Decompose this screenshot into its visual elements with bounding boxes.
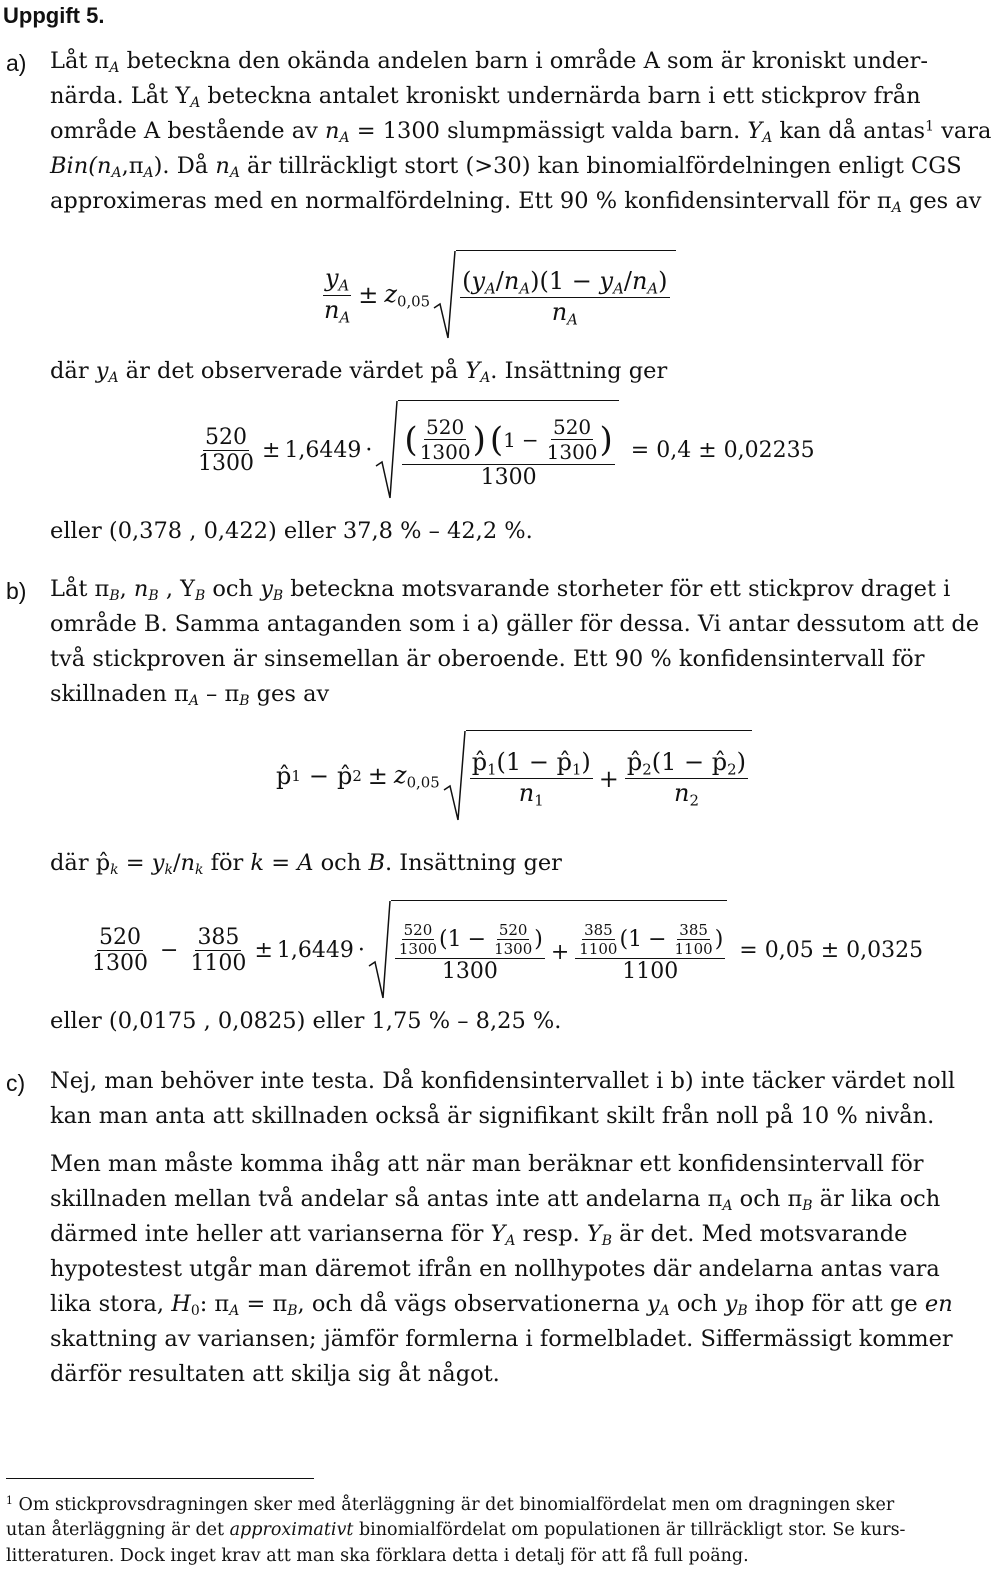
part-a-line-1: Låt $\pi_A$ beteckna den okända andelen barn i område A som är kroniskt under- bbox=[50, 48, 928, 77]
part-b-label: b) bbox=[6, 578, 27, 604]
page-title: Uppgift 5. bbox=[3, 3, 105, 28]
footnote-line-2: utan återläggning är det approximativt binomialfördelat om populationen är tillräckligt stor. Se kurs- bbox=[6, 1520, 906, 1540]
part-c-para2-line-6: skattning av variansen; jämför formlerna i formelbladet. Siffermässigt kommer bbox=[50, 1326, 953, 1352]
part-a-line-4: $Bin(n_A,\pi_A)$. Då $n_A$ är tillräckligt stort (>30) kan binomialfördelningen enligt CGS bbox=[50, 153, 962, 182]
part-c-para2-line-4: hypotestest utgår man däremot ifrån en nollhypotes där andelarna antas vara bbox=[50, 1256, 940, 1282]
part-c-para2-line-7: därför resultaten att skilja sig åt något. bbox=[50, 1361, 500, 1387]
part-b-where-line: där $p̂_k = y_k/n_k$ för k = A och B. Insättning ger bbox=[50, 850, 562, 879]
part-b-interval: eller (0,0175 , 0,0825) eller 1,75 % – 8,25 %. bbox=[50, 1008, 562, 1034]
part-b-line-2: område B. Samma antaganden som i a) gäller för dessa. Vi antar dessutom att de bbox=[50, 611, 980, 637]
footnote-separator bbox=[6, 1478, 314, 1479]
sqrt-sign: ( $\frac{520}{1300}$ ) ( 1 − $\frac{520}{1300}$ ) 1300 bbox=[376, 400, 618, 500]
ci-calculation-b: $\frac{520}{1300}$ − $\frac{385}{1100}$ ± 1,6449 · $\frac{520}{1300}$ ( 1 − $\frac{520}{1300}$ ) 1300 + $\frac{385}{1100}$ ( 1 − $\frac{385}{1100}$ ) 1100 = 0,05 ± 0,0325 bbox=[90, 900, 923, 1000]
part-b-line-3: två stickproven är sinsemellan är oberoende. Ett 90 % konfidensintervall för bbox=[50, 646, 925, 672]
ci-calculation-a: $\frac{520}{1300}$ ± 1,6449 · ( $\frac{520}{1300}$ ) ( 1 − $\frac{520}{1300}$ ) 1300 = 0,4 ± 0,02235 bbox=[196, 400, 815, 500]
ci-formula-b: p̂ 1 − p̂ 2 ± $z_{0,05}$ $\frac{p̂_1(1 - p̂_1)}{n_1}$ + $\frac{p̂_2(1 - p̂_2)}{n_2}$ bbox=[276, 730, 752, 822]
part-a-line-3: område A bestående av $n_A = 1300$ slumpmässigt valda barn. $Y_A$ kan då antas$^1$ vara bbox=[50, 118, 991, 147]
part-c-para2-line-5: lika stora, $H_0$: $\pi_A = \pi_B$, och då vägs observationerna $y_A$ och $y_B$ ihop för att ge en bbox=[50, 1291, 953, 1320]
sqrt-sign: $\frac{520}{1300}$ ( 1 − $\frac{520}{1300}$ ) 1300 + $\frac{385}{1100}$ ( 1 − $\frac{385}{1100}$ ) 1100 bbox=[369, 900, 727, 1000]
part-a-line-5: approximeras med en normalfördelning. Ett 90 % konfidensintervall för $\pi_A$ ges av bbox=[50, 188, 982, 217]
part-a-line-2: närda. Låt $Y_A$ beteckna antalet kroniskt undernärda barn i ett stickprov från bbox=[50, 83, 921, 112]
ci-formula-a: $\frac{y_A}{n_A}$ ± $z_{0,05}$ $\frac{(y_A/n_A)(1 - y_A/n_A)}{n_A}$ bbox=[322, 250, 676, 340]
part-c-para2-line-3: därmed inte heller att varianserna för $Y_A$ resp. $Y_B$ är det. Med motsvarande bbox=[50, 1221, 908, 1250]
sqrt-sign: $\frac{p̂_1(1 - p̂_1)}{n_1}$ + $\frac{p̂_2(1 - p̂_2)}{n_2}$ bbox=[444, 730, 752, 822]
part-c-para2-line-1: Men man måste komma ihåg att när man beräknar ett konfidensintervall för bbox=[50, 1151, 924, 1177]
sqrt-sign: $\frac{(y_A/n_A)(1 - y_A/n_A)}{n_A}$ bbox=[434, 250, 675, 340]
part-c-para2-line-2: skillnaden mellan två andelar så antas inte att andelarna $\pi_A$ och $\pi_B$ är lika och bbox=[50, 1186, 941, 1215]
part-a-interval: eller (0,378 , 0,422) eller 37,8 % – 42,2 %. bbox=[50, 518, 533, 544]
part-a-label: a) bbox=[6, 50, 27, 76]
footnote-line-3: litteraturen. Dock inget krav att man ska förklara detta i detalj för att få full poäng. bbox=[6, 1546, 749, 1566]
part-b-line-1: Låt $\pi_B$, $n_B$ , $Y_B$ och $y_B$ beteckna motsvarande storheter för ett stickprov draget i bbox=[50, 576, 951, 605]
part-c-label: c) bbox=[6, 1070, 26, 1096]
part-c-line-2: kan man anta att skillnaden också är signifikant skilt från noll på 10 % nivån. bbox=[50, 1103, 935, 1129]
fraction-yA-nA: $\frac{y_A}{n_A}$ bbox=[324, 264, 351, 326]
part-a-where-line: där $y_A$ är det observerade värdet på $Y_A$. Insättning ger bbox=[50, 358, 668, 387]
part-c-line-1: Nej, man behöver inte testa. Då konfidensintervallet i b) inte täcker värdet noll bbox=[50, 1068, 956, 1094]
part-b-line-4: skillnaden $\pi_A - \pi_B$ ges av bbox=[50, 681, 330, 710]
footnote-line-1: $^1$ Om stickprovsdragningen sker med återläggning är det binomialfördelat men om dragningen sker bbox=[6, 1494, 895, 1515]
